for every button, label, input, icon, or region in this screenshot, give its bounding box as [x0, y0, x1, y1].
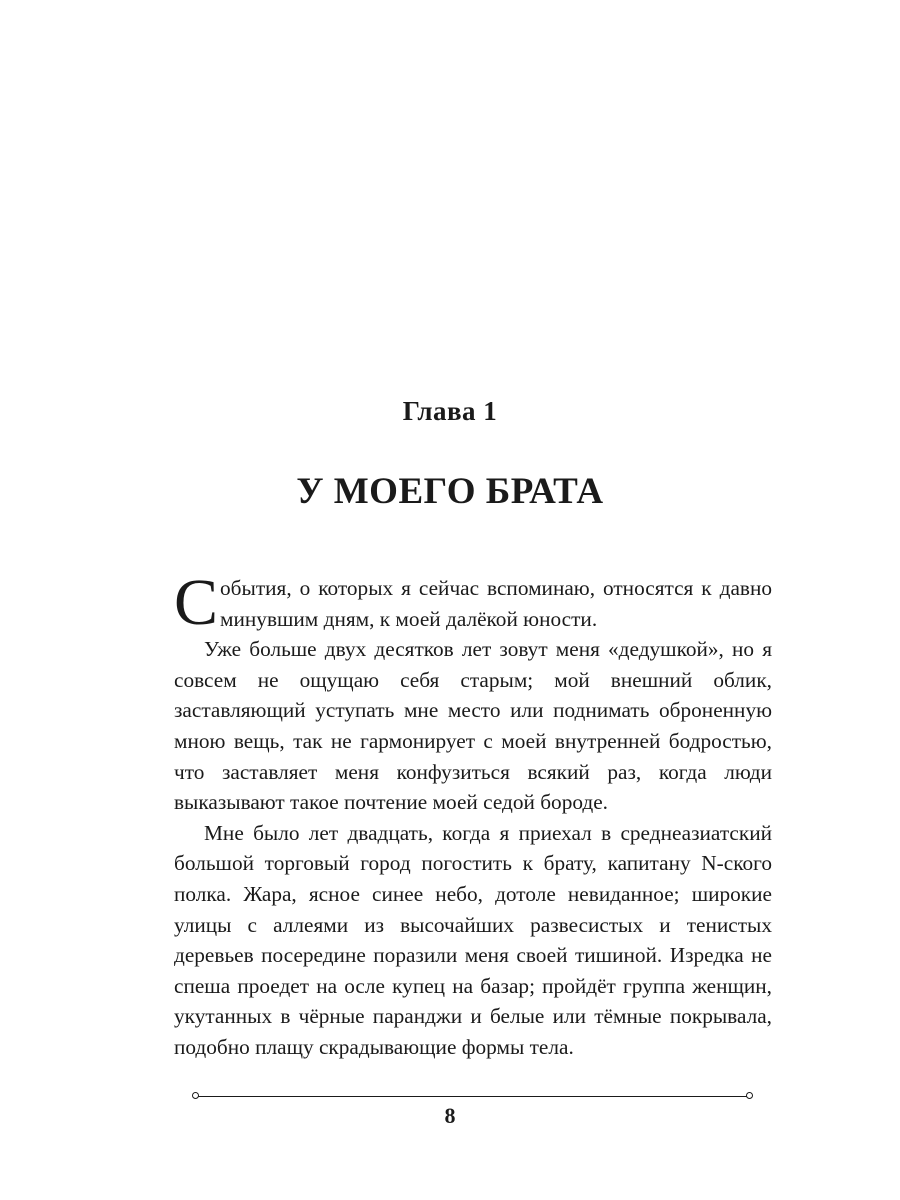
chapter-number: Глава 1	[402, 396, 498, 426]
chapter-title: У МОЕГО БРАТА	[296, 471, 604, 512]
paragraph-3: Мне было лет двадцать, когда я приехал в среднеазиатский большой торговый город погостить к брату, капитану N-ского полка. Жара, ясное синее небо, дотоле невиданное; широкие улицы с аллеями из высочайших развесистых и тенистых деревьев посередине поразили меня своей тишиной. Изредка не спеша проедет на осле купец на базар; пройдёт группа женщин, укутанных в чёрные паранджи и белые или тёмные покрывала, подобно плащу скрадывающие формы тела.	[174, 820, 772, 1059]
divider-right-ornament-icon	[746, 1092, 753, 1099]
paragraph-2: Уже больше двух десятков лет зовут меня «дедушкой», но я совсем не ощущаю себя старым; мой внешний облик, заставляющий уступать мне место или поднимать оброненную мною вещь, так не гармонирует с моей внутренней бодростью, что заставляет меня конфузиться всякий раз, когда люди выказывают такое почтение моей седой бороде.	[174, 637, 772, 815]
drop-cap: С	[174, 566, 219, 639]
chapter-body	[174, 566, 772, 1063]
footer-divider	[196, 1096, 750, 1097]
paragraph-1-text: обытия, о которых я сейчас вспоминаю, относятся к давно минувшим дням, к моей далёкой юности.	[220, 576, 772, 631]
paragraph-1	[174, 566, 772, 639]
page-number: 8	[444, 1103, 456, 1128]
divider-left-ornament-icon	[192, 1092, 199, 1099]
